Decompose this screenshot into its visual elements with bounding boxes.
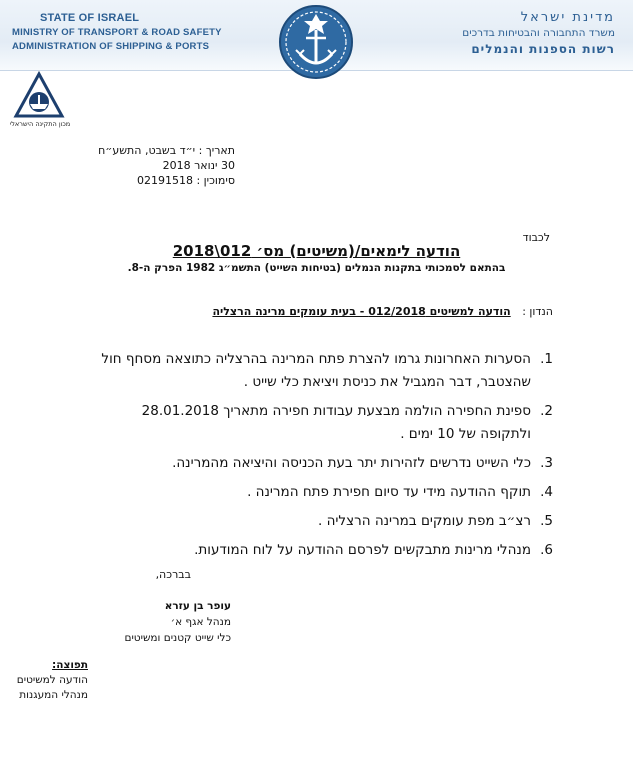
letterhead-he-ministry: משרד התחבורה והבטיחות בדרכים — [462, 27, 615, 39]
closing: בברכה, — [155, 568, 191, 581]
signer-department: כלי שייט קטנים ומשיטים — [124, 632, 231, 644]
reference-number: סימוכין : 02191518 — [136, 174, 235, 187]
item-number: 1. — [540, 351, 553, 367]
item-number: 4. — [540, 484, 553, 500]
hebrew-date: תאריך : י״ד בשבט, התשע״ח — [98, 144, 235, 157]
distribution-item: הודעה למשיטים — [16, 674, 88, 686]
letterhead-en-ministry: MINISTRY OF TRANSPORT & ROAD SAFETY — [12, 27, 222, 38]
list-item — [93, 400, 553, 446]
triangle-ship-logo-icon — [12, 70, 66, 124]
org-logo-caption: מכון התקינה הישראלי — [9, 120, 71, 128]
notice-title: הודעה לימאים/(משיטים) מס׳ 012\2018 — [172, 242, 461, 260]
item-text: רצ״ב מפת עומקים במרינה הרצליה . — [317, 513, 531, 529]
signature-block — [124, 598, 231, 646]
signer-name: עופר בן עזרא — [164, 600, 231, 612]
gregorian-date: 30 ינואר 2018 — [162, 159, 235, 172]
signer-role: מנהל אגף א׳ — [170, 616, 231, 628]
anchor-emblem-icon — [278, 4, 354, 80]
item-number: 5. — [540, 513, 553, 529]
list-item — [93, 452, 553, 475]
letterhead-he-state: מדינת ישראל — [520, 10, 615, 25]
subject-label: הנדון : — [522, 305, 553, 318]
notice-items — [93, 348, 553, 568]
letterhead-en-administration: ADMINISTRATION OF SHIPPING & PORTS — [12, 41, 210, 52]
item-number: 3. — [540, 455, 553, 471]
recipient-label: לכבוד — [522, 231, 550, 244]
item-text: תוקף ההודעה מידי עד סיום חפירת פתח המרינה . — [247, 484, 531, 500]
distribution — [17, 658, 88, 703]
item-number: 2. — [540, 403, 553, 419]
letterhead-en-state: STATE OF ISRAEL — [40, 12, 140, 24]
item-number: 6. — [540, 542, 553, 558]
item-text: הסערות האחרונות גרמו להצרת פתח המרינה בהרצליה כתוצאה מסחף חול שהצטבר, דבר המגביל את כניסת ויציאת כלי שייט . — [101, 351, 531, 390]
subject-text: הודעה למשיטים 012/2018 - בעית עומקים מרינה הרצליה — [212, 305, 511, 318]
list-item — [93, 510, 553, 533]
date-block — [98, 143, 235, 188]
subject-line — [212, 305, 553, 318]
list-item — [93, 481, 553, 504]
list-item — [93, 539, 553, 562]
item-text: מנהלי מרינות מתבקשים לפרסם ההודעה על לוח המודעות. — [194, 542, 531, 558]
distribution-item: מנהלי המעגנות — [19, 689, 88, 701]
notice-subtitle: בהתאם לסמכותי בתקנות הנמלים (בטיחות השייט) התשמ״ג 1982 הפרק ה-8. — [127, 262, 506, 274]
distribution-header: תפוצה: — [52, 659, 88, 671]
item-text: כלי השייט נדרשים לזהירות יתר בעת הכניסה והיציאה מהמרינה. — [172, 455, 531, 471]
letterhead-he-administration: רשות הספנות והנמלים — [471, 42, 615, 56]
list-item — [93, 348, 553, 394]
item-text: ספינת החפירה הולמה מבצעת עבודות חפירה מתאריך 28.01.2018 ולתקופה של 10 ימים . — [141, 403, 531, 442]
